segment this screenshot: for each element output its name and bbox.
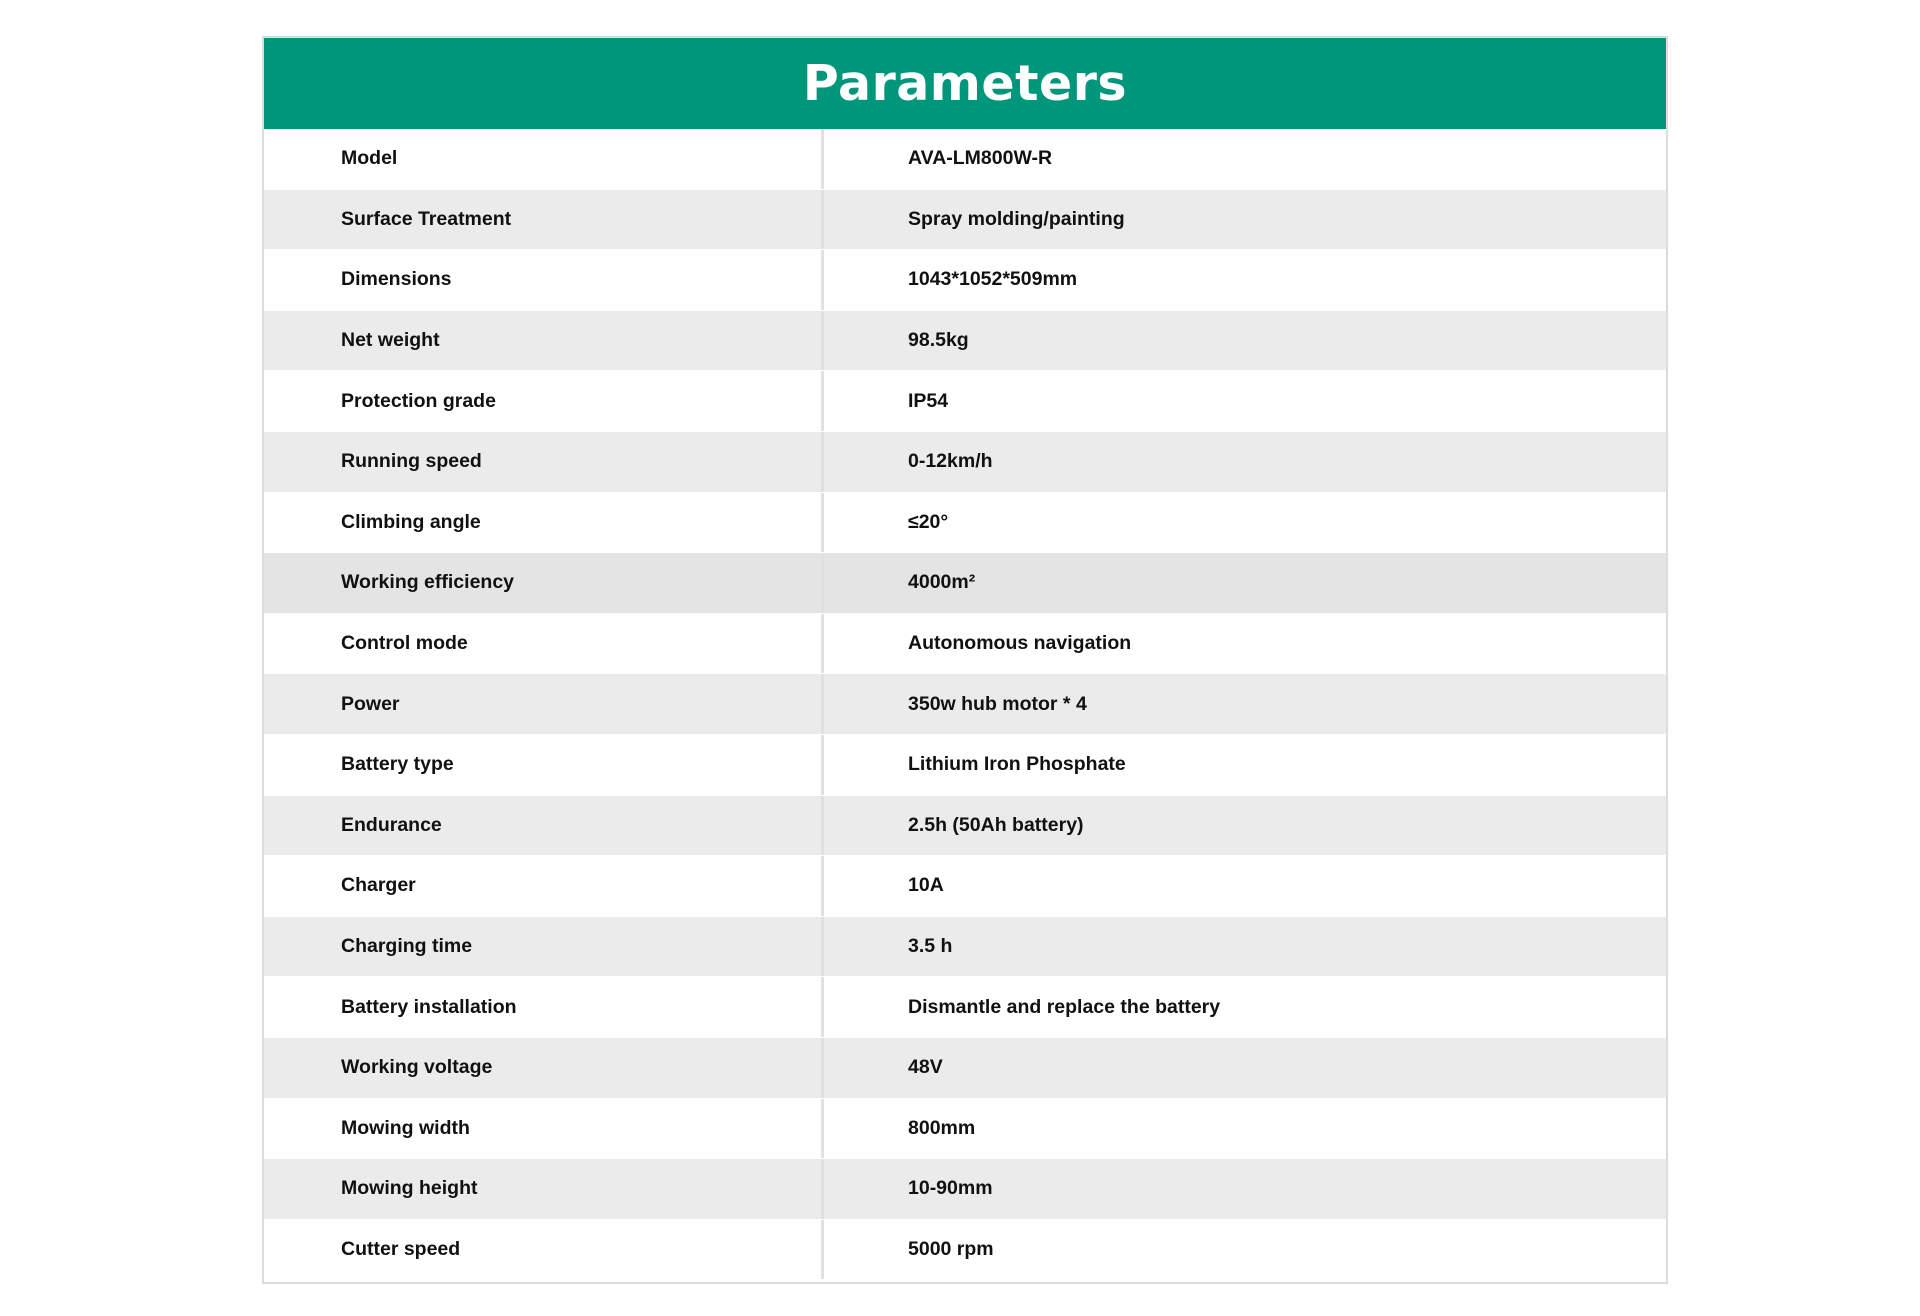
parameter-label: Running speed — [341, 450, 482, 473]
parameter-label-cell — [264, 614, 824, 674]
parameter-value-cell — [824, 129, 1666, 189]
parameter-label-cell — [264, 129, 824, 189]
parameter-label-cell — [264, 190, 824, 250]
table-title: Parameters — [802, 55, 1128, 112]
table-row — [264, 977, 1666, 1038]
parameter-value: 2.5h (50Ah battery) — [908, 813, 1084, 836]
parameter-label-cell — [264, 1159, 824, 1219]
parameter-value-cell — [824, 614, 1666, 674]
table-row — [264, 1220, 1666, 1281]
parameter-value: 5000 rpm — [908, 1237, 994, 1260]
parameter-label: Surface Treatment — [341, 207, 512, 230]
parameter-label-cell — [264, 493, 824, 553]
parameter-value-cell — [824, 371, 1666, 431]
parameter-label-cell — [264, 856, 824, 916]
parameter-value: 800mm — [908, 1116, 976, 1139]
parameter-label-cell — [264, 977, 824, 1037]
parameter-label-cell — [264, 796, 824, 856]
table-row — [264, 311, 1666, 372]
parameter-label-cell — [264, 917, 824, 977]
parameter-value: ≤20° — [908, 510, 949, 533]
table-row — [264, 190, 1666, 251]
table-row — [264, 735, 1666, 796]
parameter-label: Power — [341, 692, 400, 715]
parameter-value-cell — [824, 432, 1666, 492]
parameter-label-cell — [264, 553, 824, 613]
parameter-value-cell — [824, 735, 1666, 795]
table-row — [264, 432, 1666, 493]
table-row — [264, 1038, 1666, 1099]
parameter-value: 3.5 h — [908, 935, 953, 958]
parameter-label: Endurance — [341, 813, 442, 836]
table-row — [264, 129, 1666, 190]
parameter-value-cell — [824, 674, 1666, 734]
parameter-label-cell — [264, 674, 824, 734]
parameter-value-cell — [824, 796, 1666, 856]
table-row — [264, 553, 1666, 614]
parameter-value: 4000m² — [908, 571, 976, 594]
parameter-label: Battery type — [341, 753, 454, 776]
parameter-value-cell — [824, 1220, 1666, 1280]
table-row — [264, 917, 1666, 978]
parameter-value-cell — [824, 1099, 1666, 1159]
parameter-label-cell — [264, 1220, 824, 1280]
parameter-value: 48V — [908, 1056, 943, 1079]
parameter-value-cell — [824, 1038, 1666, 1098]
parameter-value: 0-12km/h — [908, 450, 993, 473]
parameter-value-cell — [824, 493, 1666, 553]
parameter-value: 350w hub motor * 4 — [908, 692, 1087, 715]
parameter-label: Net weight — [341, 329, 440, 352]
parameter-label: Model — [341, 147, 398, 170]
parameters-table — [262, 36, 1668, 1284]
parameter-value-cell — [824, 311, 1666, 371]
parameter-value: Spray molding/painting — [908, 207, 1125, 230]
table-row — [264, 371, 1666, 432]
parameter-value-cell — [824, 917, 1666, 977]
parameter-label: Control mode — [341, 632, 468, 655]
parameter-label: Protection grade — [341, 389, 496, 412]
parameter-value: AVA-LM800W-R — [908, 147, 1053, 170]
table-row — [264, 1159, 1666, 1220]
parameter-value-cell — [824, 1159, 1666, 1219]
parameter-label-cell — [264, 1038, 824, 1098]
table-row — [264, 614, 1666, 675]
parameter-rows — [264, 129, 1666, 1280]
table-row — [264, 674, 1666, 735]
table-header — [264, 38, 1666, 129]
parameter-label: Cutter speed — [341, 1237, 461, 1260]
parameter-label-cell — [264, 432, 824, 492]
table-row — [264, 796, 1666, 857]
parameter-label: Battery installation — [341, 995, 517, 1018]
parameter-label: Working efficiency — [341, 571, 515, 594]
parameter-label: Climbing angle — [341, 510, 481, 533]
parameter-label: Charger — [341, 874, 416, 897]
parameter-value-cell — [824, 856, 1666, 916]
parameter-label-cell — [264, 371, 824, 431]
parameter-label-cell — [264, 311, 824, 371]
table-row — [264, 856, 1666, 917]
parameter-value: 1043*1052*509mm — [908, 268, 1078, 291]
parameter-value: 10-90mm — [908, 1177, 993, 1200]
parameter-value: IP54 — [908, 389, 949, 412]
parameter-label-cell — [264, 735, 824, 795]
parameter-label: Mowing height — [341, 1177, 478, 1200]
parameter-label-cell — [264, 1099, 824, 1159]
table-row — [264, 493, 1666, 554]
parameter-value: Autonomous navigation — [908, 632, 1132, 655]
table-row — [264, 250, 1666, 311]
parameter-value-cell — [824, 977, 1666, 1037]
parameter-value-cell — [824, 553, 1666, 613]
parameter-value-cell — [824, 250, 1666, 310]
parameter-value: Lithium Iron Phosphate — [908, 753, 1126, 776]
parameter-label: Dimensions — [341, 268, 452, 291]
parameter-value: 10A — [908, 874, 944, 897]
table-row — [264, 1099, 1666, 1160]
parameter-value: 98.5kg — [908, 329, 969, 352]
parameter-value: Dismantle and replace the battery — [908, 995, 1221, 1018]
parameter-label: Charging time — [341, 935, 473, 958]
parameter-value-cell — [824, 190, 1666, 250]
parameter-label-cell — [264, 250, 824, 310]
parameter-label: Working voltage — [341, 1056, 493, 1079]
parameter-label: Mowing width — [341, 1116, 470, 1139]
